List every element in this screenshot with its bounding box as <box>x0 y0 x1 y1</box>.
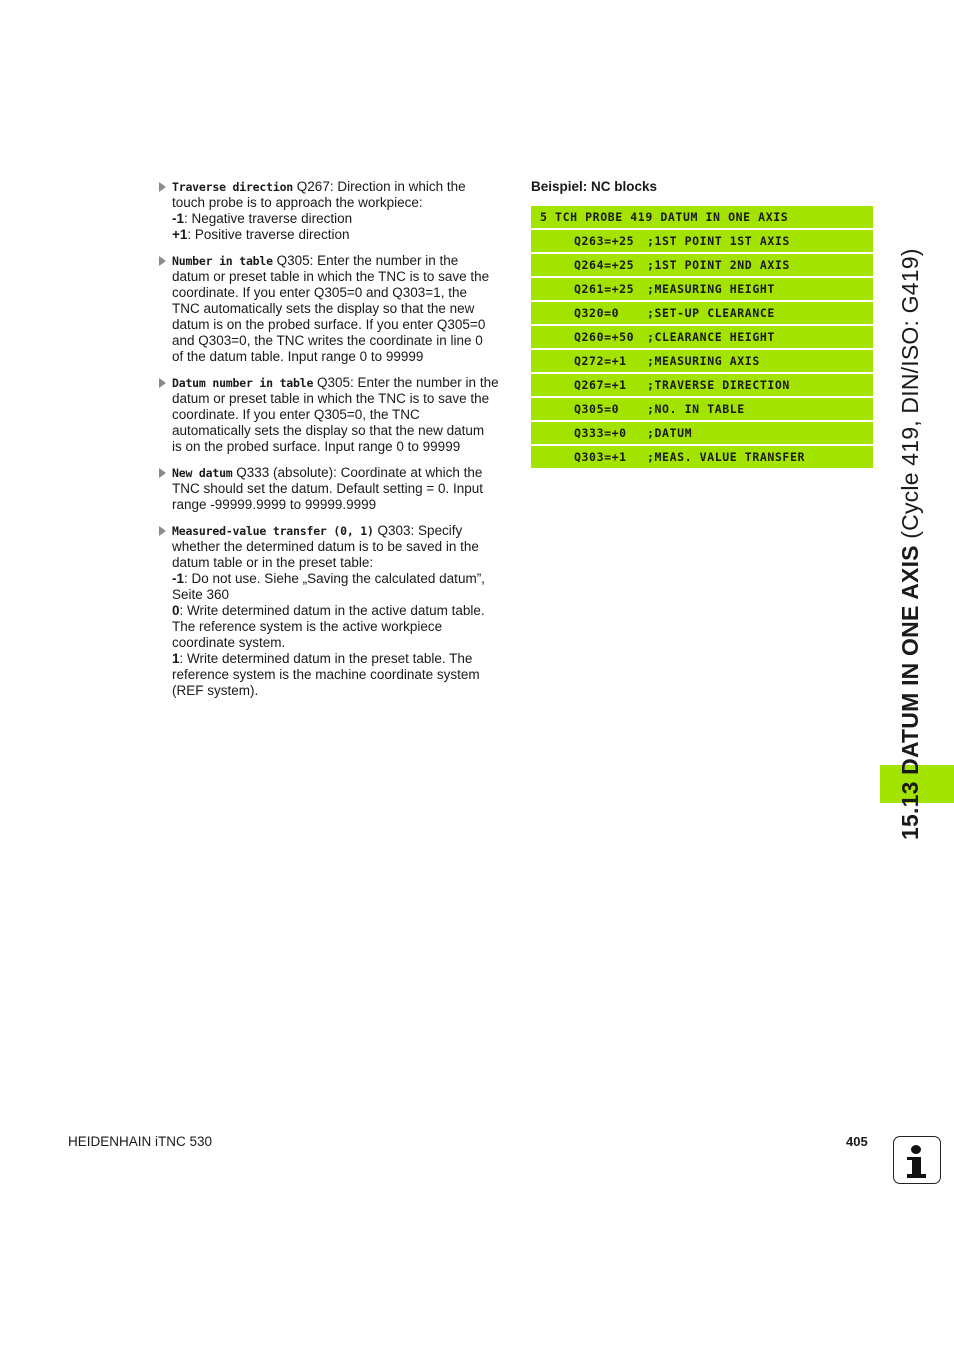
option-text: reference system is the machine coordinate system <box>172 667 480 682</box>
nc-block-row <box>531 398 873 420</box>
parameter-desc: TNC should set the datum. Default setting = 0. Input <box>172 481 484 496</box>
option-line <box>172 211 510 227</box>
nc-comment: ;MEASURING HEIGHT <box>647 282 775 296</box>
option-text: coordinate system. <box>172 635 286 650</box>
option-line <box>172 227 510 243</box>
parameter-desc: datum or preset table in which the TNC is to save the <box>172 269 490 284</box>
nc-comment: ;MEAS. VALUE TRANSFER <box>647 450 805 464</box>
nc-comment: ;NO. IN TABLE <box>647 402 745 416</box>
nc-block-row <box>531 302 873 324</box>
parameter-desc: Q305: Enter the number in the <box>316 375 499 390</box>
parameter-list <box>158 179 510 709</box>
option-key: +1 <box>172 227 188 242</box>
section-title-sub: (Cycle 419, DIN/ISO: G419) <box>897 248 923 539</box>
nc-comment: ;TRAVERSE DIRECTION <box>647 378 790 392</box>
parameter-name: New datum <box>172 466 233 480</box>
parameter-desc: datum or preset table in which the TNC is to save the <box>172 391 490 406</box>
option-text: : Positive traverse direction <box>187 227 350 242</box>
bullet-arrow-icon <box>159 182 166 192</box>
parameter-desc: of the datum table. Input range 0 to 99999 <box>172 349 424 364</box>
nc-param: Q267=+1 <box>574 378 627 392</box>
info-icon <box>893 1136 941 1184</box>
option-line <box>172 651 510 667</box>
parameter-item <box>158 375 510 455</box>
nc-param: Q333=+0 <box>574 426 627 440</box>
parameter-desc: Q305: Enter the number in the <box>276 253 459 268</box>
parameter-item <box>158 465 510 513</box>
nc-block-table <box>531 206 873 470</box>
bullet-arrow-icon <box>159 378 166 388</box>
nc-param: Q305=0 <box>574 402 620 416</box>
parameter-desc: range -99999.9999 to 99999.9999 <box>172 497 377 512</box>
nc-block-row <box>531 254 873 276</box>
nc-comment: ;1ST POINT 1ST AXIS <box>647 234 790 248</box>
option-text: : Do not use. Siehe „Saving the calculated datum”, <box>184 571 485 586</box>
parameter-desc: datum is on the probed surface. If you enter Q305=0 <box>172 317 486 332</box>
section-title-main: 15.13 DATUM IN ONE AXIS <box>897 538 923 840</box>
nc-example-title: Beispiel: NC blocks <box>531 179 658 194</box>
parameter-desc: Q303: Specify <box>377 523 463 538</box>
bullet-arrow-icon <box>159 256 166 266</box>
option-key: -1 <box>172 211 185 226</box>
option-text: The reference system is the active workpiece <box>172 619 443 634</box>
parameter-desc: touch probe is to approach the workpiece: <box>172 195 423 210</box>
parameter-desc: automatically sets the display so that the new datum <box>172 423 485 438</box>
nc-param: Q263=+25 <box>574 234 635 248</box>
nc-block-row <box>531 374 873 396</box>
nc-param: Q260=+50 <box>574 330 635 344</box>
parameter-desc: TNC automatically sets the display so that the new <box>172 301 475 316</box>
parameter-name: Datum number in table <box>172 376 314 390</box>
option-text: : Write determined datum in the active datum table. <box>179 603 485 618</box>
parameter-item <box>158 523 510 699</box>
parameter-desc: coordinate. If you enter Q305=0 and Q303=1, the <box>172 285 467 300</box>
parameter-name: Number in table <box>172 254 273 268</box>
option-text: : Write determined datum in the preset table. The <box>179 651 473 666</box>
parameter-desc: coordinate. If you enter Q305=0, the TNC <box>172 407 420 422</box>
parameter-desc: and Q303=0, the TNC writes the coordinate in line 0 <box>172 333 483 348</box>
option-text: Seite 360 <box>172 587 230 602</box>
nc-block-row <box>531 350 873 372</box>
parameter-desc: Q267: Direction in which the <box>296 179 466 194</box>
option-text: : Negative traverse direction <box>184 211 353 226</box>
nc-block-row <box>531 422 873 444</box>
section-title <box>880 248 940 840</box>
nc-param: Q320=0 <box>574 306 620 320</box>
option-line <box>172 571 510 587</box>
parameter-name: Traverse direction <box>172 180 294 194</box>
nc-comment: ;SET-UP CLEARANCE <box>647 306 775 320</box>
parameter-desc: is on the probed surface. Input range 0 to 99999 <box>172 439 461 454</box>
nc-block-row <box>531 326 873 348</box>
nc-param: Q303=+1 <box>574 450 627 464</box>
parameter-item <box>158 253 510 365</box>
parameter-desc: whether the determined datum is to be saved in the <box>172 539 479 554</box>
nc-param: Q264=+25 <box>574 258 635 272</box>
parameter-item <box>158 179 510 243</box>
option-line <box>172 603 510 619</box>
nc-block-row <box>531 230 873 252</box>
option-key: 1 <box>172 651 180 666</box>
page-number: 405 <box>846 1134 868 1149</box>
nc-param: Q272=+1 <box>574 354 627 368</box>
parameter-desc: datum table or in the preset table: <box>172 555 374 570</box>
option-text: (REF system). <box>172 683 259 698</box>
nc-block-row <box>531 446 873 468</box>
nc-comment: ;DATUM <box>647 426 693 440</box>
nc-comment: ;MEASURING AXIS <box>647 354 760 368</box>
parameter-name: Measured-value transfer (0, 1) <box>172 524 374 538</box>
nc-head-text: 5 TCH PROBE 419 DATUM IN ONE AXIS <box>540 210 789 224</box>
nc-comment: ;1ST POINT 2ND AXIS <box>647 258 790 272</box>
nc-comment: ;CLEARANCE HEIGHT <box>647 330 775 344</box>
nc-block-row <box>531 278 873 300</box>
bullet-arrow-icon <box>159 468 166 478</box>
bullet-arrow-icon <box>159 526 166 536</box>
nc-param: Q261=+25 <box>574 282 635 296</box>
parameter-desc: Q333 (absolute): Coordinate at which the <box>236 465 483 480</box>
option-key: -1 <box>172 571 185 586</box>
option-key: 0 <box>172 603 180 618</box>
nc-block-head <box>531 206 873 228</box>
footer-product: HEIDENHAIN iTNC 530 <box>68 1134 213 1149</box>
